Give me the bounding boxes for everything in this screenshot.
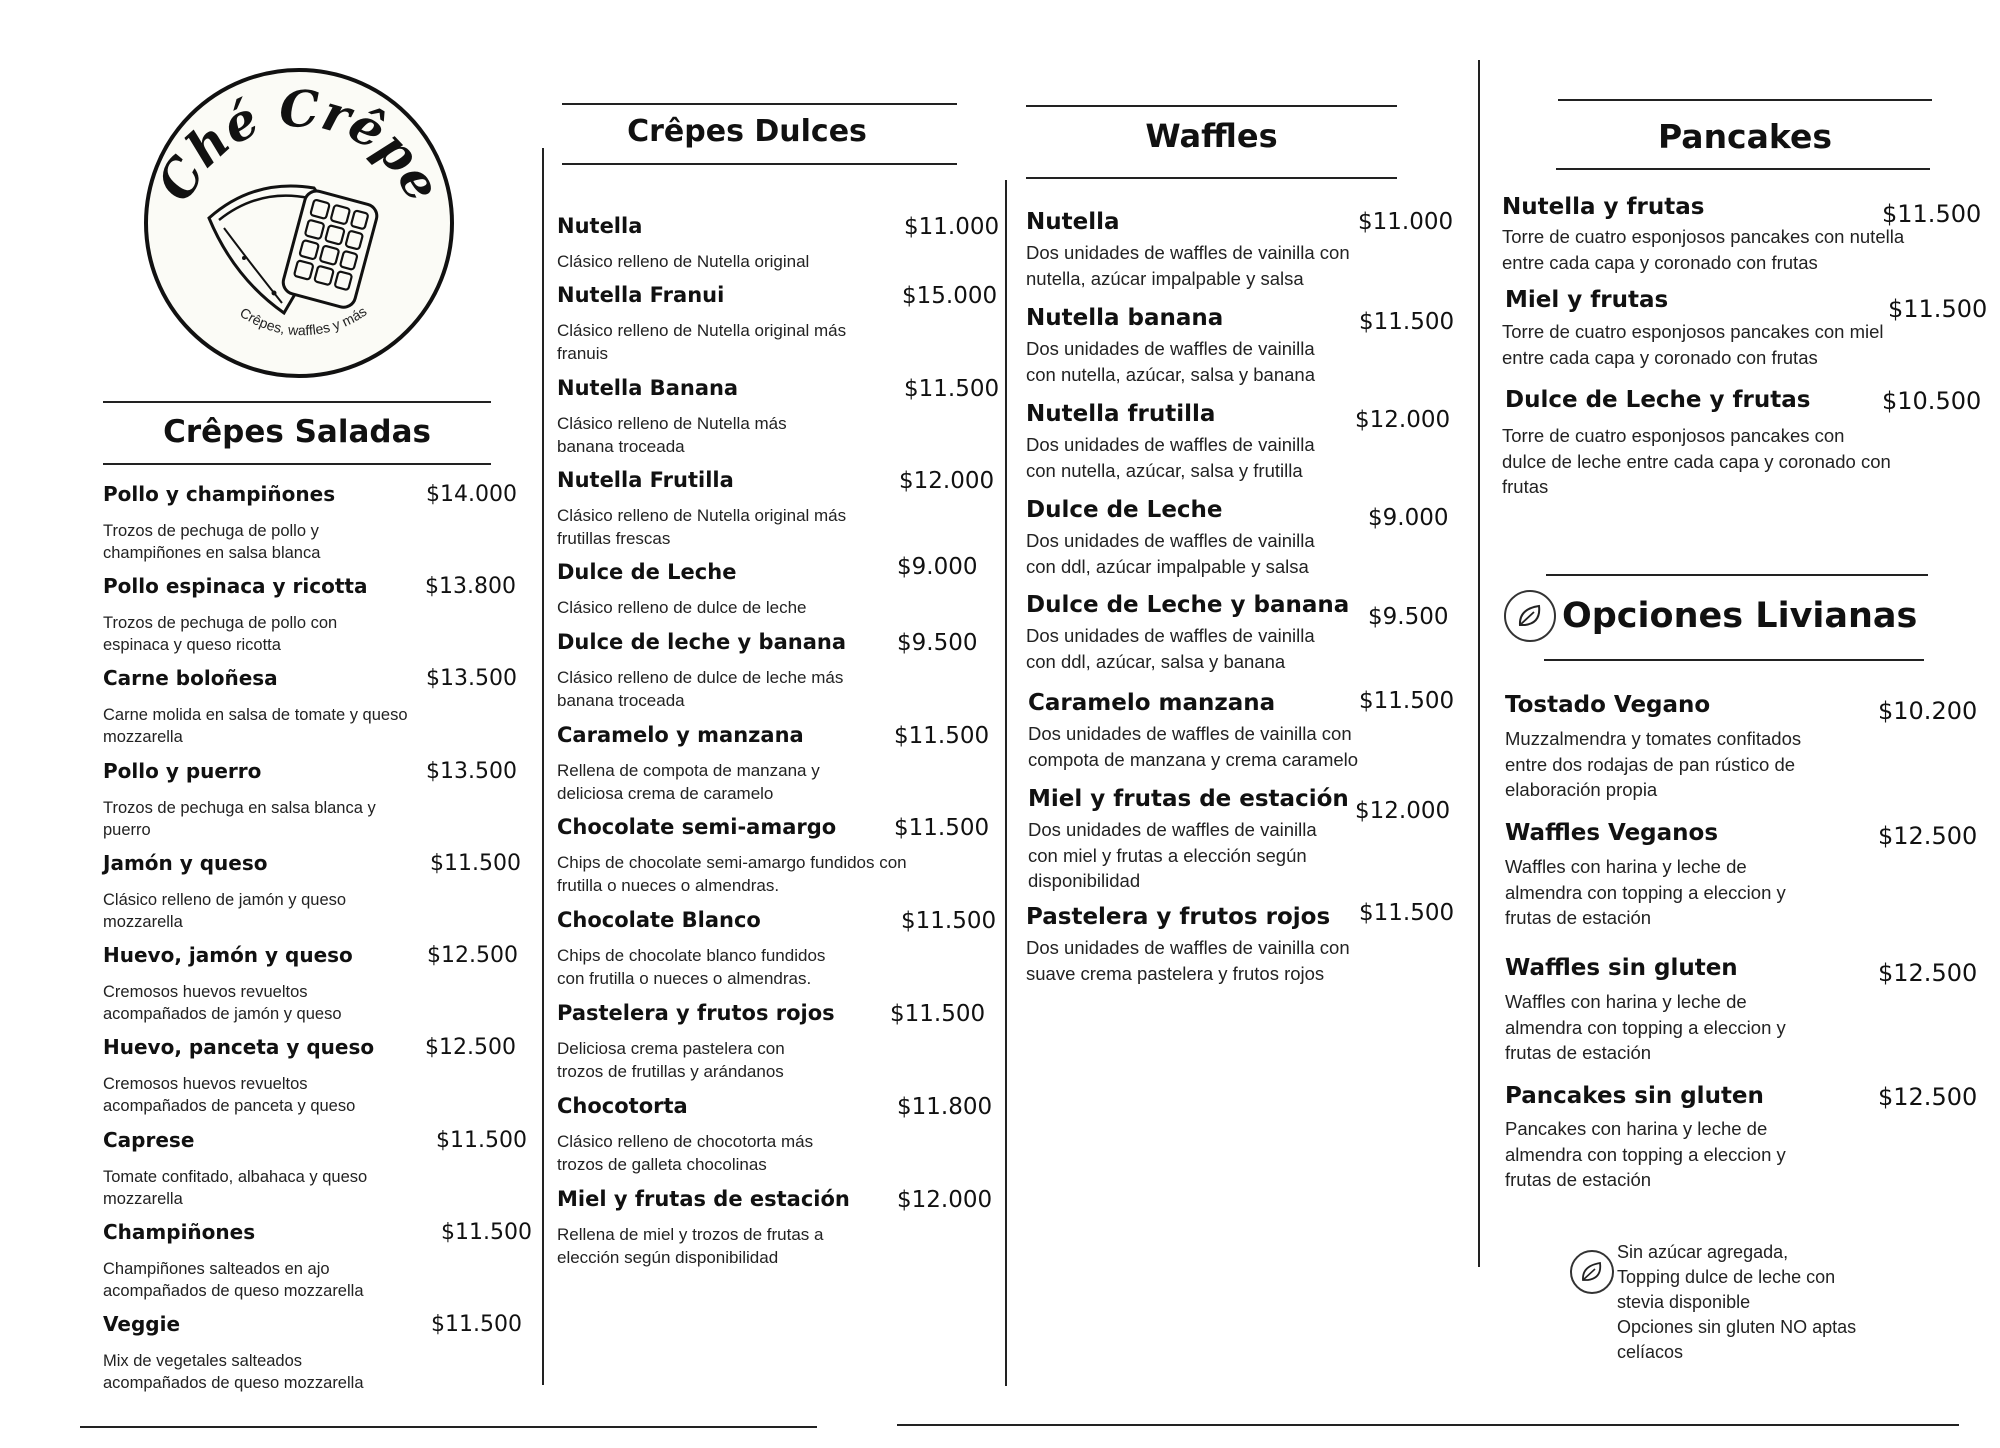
- divider: [562, 163, 957, 165]
- item-price: $10.200: [1878, 697, 1978, 725]
- item-price: $12.000: [897, 1187, 993, 1213]
- item-name: Pastelera y frutos rojos: [1026, 904, 1331, 930]
- item-price: $12.500: [1878, 1083, 1978, 1111]
- item-price: $9.000: [1368, 505, 1449, 531]
- column-divider: [1005, 180, 1007, 1386]
- leaf-icon: [1504, 590, 1556, 642]
- item-price: $11.500: [894, 723, 990, 749]
- item-description: Trozos de pechuga de pollo y champiñones en salsa blanca: [103, 522, 321, 562]
- item-price: $11.500: [894, 815, 990, 841]
- divider: [1544, 659, 1924, 661]
- note-line: Sin azúcar agregada,: [1617, 1242, 1789, 1262]
- item-price: $11.000: [904, 214, 1000, 240]
- item-name: Dulce de Leche y frutas: [1505, 387, 1811, 413]
- item-price: $11.500: [901, 908, 997, 934]
- item-price: $11.800: [897, 1094, 993, 1120]
- item-name: Tostado Vegano: [1505, 692, 1711, 718]
- item-description: Dos unidades de waffles de vainilla con nutella, azúcar impalpable y salsa: [1026, 242, 1350, 289]
- item-name: Nutella Banana: [557, 376, 739, 400]
- divider: [562, 103, 957, 105]
- brand-tagline: Crêpes, waffles y más: [237, 302, 370, 339]
- item-name: Nutella Franui: [557, 283, 725, 307]
- item-name: Chocolate Blanco: [557, 908, 761, 932]
- item-price: $11.500: [1359, 688, 1455, 714]
- item-description: Dos unidades de waffles de vainilla con ddl, azúcar, salsa y banana: [1026, 625, 1315, 672]
- item-name: Huevo, jamón y queso: [103, 943, 353, 967]
- item-price: $11.500: [904, 376, 1000, 402]
- item-description: Chips de chocolate blanco fundidos con frutilla o nueces o almendras.: [557, 946, 826, 988]
- item-name: Chocolate semi-amargo: [557, 815, 837, 839]
- item-name: Nutella banana: [1026, 305, 1224, 331]
- item-description: Mix de vegetales salteados acompañados de queso mozzarella: [103, 1352, 364, 1392]
- divider: [103, 401, 491, 403]
- divider: [1026, 105, 1397, 107]
- item-name: Jamón y queso: [103, 851, 268, 875]
- item-price: $12.000: [1355, 798, 1451, 824]
- divider: [80, 1426, 817, 1428]
- item-price: $11.500: [1888, 295, 1988, 323]
- item-name: Caramelo manzana: [1028, 690, 1276, 716]
- note-line: celíacos: [1617, 1342, 1684, 1362]
- item-description: Clásico relleno de chocotorta más trozos de galleta chocolinas: [557, 1132, 814, 1174]
- item-price: $9.000: [897, 554, 978, 580]
- item-price: $11.000: [1358, 209, 1454, 235]
- item-description: Dos unidades de waffles de vainilla con nutella, azúcar, salsa y banana: [1026, 338, 1315, 385]
- item-description: Clásico relleno de Nutella original más franuis: [557, 321, 847, 363]
- divider: [1558, 99, 1932, 101]
- logo-crepe-waffle-icon: [144, 68, 454, 378]
- item-description: Torre de cuatro esponjosos pancakes con miel entre cada capa y coronado con frutas: [1502, 321, 1884, 368]
- section-title-pancakes: Pancakes: [1658, 117, 1832, 156]
- item-name: Huevo, panceta y queso: [103, 1035, 375, 1059]
- item-price: $12.500: [425, 1035, 516, 1060]
- dietary-notes: [1617, 1240, 1917, 1365]
- item-name: Dulce de leche y banana: [557, 630, 847, 654]
- column-divider: [542, 148, 544, 1385]
- item-description: Torre de cuatro esponjosos pancakes con dulce de leche entre cada capa y coronado con frutas: [1502, 425, 1891, 497]
- item-name: Nutella: [1026, 209, 1120, 235]
- item-description: Clásico relleno de dulce de leche: [557, 598, 807, 617]
- note-line: Opciones sin gluten NO aptas: [1617, 1317, 1857, 1337]
- item-name: Pollo espinaca y ricotta: [103, 574, 368, 598]
- item-description: Clásico relleno de Nutella más banana troceada: [557, 414, 787, 456]
- item-description: Rellena de compota de manzana y deliciosa crema de caramelo: [557, 761, 820, 803]
- item-description: Pancakes con harina y leche de almendra con topping a eleccion y frutas de estación: [1505, 1118, 1786, 1190]
- item-name: Dulce de Leche: [1026, 497, 1223, 523]
- item-price: $9.500: [1368, 604, 1449, 630]
- item-price: $11.500: [890, 1001, 986, 1027]
- item-name: Nutella y frutas: [1502, 194, 1705, 220]
- item-description: Chips de chocolate semi-amargo fundidos con frutilla o nueces o almendras.: [557, 853, 907, 895]
- item-name: Miel y frutas de estación: [557, 1187, 850, 1211]
- item-price: $15.000: [902, 283, 998, 309]
- item-name: Miel y frutas: [1505, 287, 1669, 313]
- item-name: Champiñones: [103, 1220, 256, 1244]
- item-description: Clásico relleno de dulce de leche más banana troceada: [557, 668, 844, 710]
- divider: [1546, 574, 1928, 576]
- item-name: Chocotorta: [557, 1094, 688, 1118]
- item-description: Dos unidades de waffles de vainilla con ddl, azúcar impalpable y salsa: [1026, 530, 1315, 577]
- item-name: Pollo y puerro: [103, 759, 262, 783]
- item-description: Waffles con harina y leche de almendra con topping a eleccion y frutas de estación: [1505, 856, 1786, 928]
- item-name: Veggie: [103, 1312, 181, 1336]
- item-description: Champiñones salteados en ajo acompañados de queso mozzarella: [103, 1260, 364, 1300]
- item-name: Pastelera y frutos rojos: [557, 1001, 835, 1025]
- item-name: Nutella frutilla: [1026, 401, 1216, 427]
- item-description: Cremosos huevos revueltos acompañados de jamón y queso: [103, 983, 342, 1023]
- item-name: Pollo y champiñones: [103, 482, 336, 506]
- item-description: Clásico relleno de jamón y queso mozzarella: [103, 891, 347, 931]
- divider: [897, 1424, 1959, 1426]
- item-name: Caramelo y manzana: [557, 723, 804, 747]
- item-price: $12.500: [1878, 822, 1978, 850]
- section-title-waffles: Waffles: [1145, 117, 1278, 155]
- divider: [1026, 177, 1397, 179]
- brand-logo: [144, 68, 454, 378]
- item-price: $9.500: [897, 630, 978, 656]
- item-description: Trozos de pechuga en salsa blanca y puerro: [103, 799, 376, 839]
- item-price: $12.000: [899, 468, 995, 494]
- item-description: Dos unidades de waffles de vainilla con suave crema pastelera y frutos rojos: [1026, 937, 1350, 984]
- item-price: $10.500: [1882, 387, 1982, 415]
- item-description: Muzzalmendra y tomates confitados entre dos rodajas de pan rústico de elaboración propia: [1505, 728, 1802, 800]
- note-line: stevia disponible: [1617, 1292, 1751, 1312]
- item-price: $11.500: [441, 1220, 532, 1245]
- leaf-icon: [1570, 1250, 1614, 1294]
- item-description: Cremosos huevos revueltos acompañados de panceta y queso: [103, 1075, 356, 1115]
- item-description: Clásico relleno de Nutella original: [557, 252, 810, 271]
- item-name: Miel y frutas de estación: [1028, 786, 1349, 812]
- brand-name: Ché Crêpe: [145, 79, 454, 211]
- item-name: Dulce de Leche: [557, 560, 737, 584]
- item-description: Dos unidades de waffles de vainilla con compota de manzana y crema caramelo: [1028, 723, 1359, 770]
- item-price: $11.500: [1359, 900, 1455, 926]
- item-description: Tomate confitado, albahaca y queso mozzarella: [103, 1168, 368, 1208]
- item-description: Rellena de miel y trozos de frutas a elección según disponibilidad: [557, 1225, 824, 1267]
- item-description: Clásico relleno de Nutella original más frutillas frescas: [557, 506, 847, 548]
- item-name: Waffles Veganos: [1505, 820, 1719, 846]
- section-title-crepes-dulces: Crêpes Dulces: [627, 114, 867, 149]
- item-description: Torre de cuatro esponjosos pancakes con nutella entre cada capa y coronado con frutas: [1502, 226, 1905, 273]
- note-line: Topping dulce de leche con: [1617, 1267, 1836, 1287]
- item-price: $14.000: [426, 482, 517, 507]
- item-price: $12.500: [1878, 959, 1978, 987]
- column-divider: [1478, 60, 1480, 1267]
- section-title-crepes-saladas: Crêpes Saladas: [163, 414, 431, 450]
- item-price: $11.500: [436, 1128, 527, 1153]
- divider: [103, 463, 491, 465]
- item-price: $11.500: [1882, 200, 1982, 228]
- item-description: Waffles con harina y leche de almendra con topping a eleccion y frutas de estación: [1505, 991, 1786, 1063]
- item-price: $13.800: [425, 574, 516, 599]
- item-price: $12.000: [1355, 407, 1451, 433]
- item-description: Dos unidades de waffles de vainilla con nutella, azúcar, salsa y frutilla: [1026, 434, 1315, 481]
- item-description: Trozos de pechuga de pollo con espinaca y queso ricotta: [103, 614, 338, 654]
- item-name: Nutella Frutilla: [557, 468, 734, 492]
- item-name: Dulce de Leche y banana: [1026, 592, 1350, 618]
- divider: [1556, 168, 1930, 170]
- item-price: $13.500: [426, 759, 517, 784]
- item-price: $11.500: [431, 1312, 522, 1337]
- item-price: $13.500: [426, 666, 517, 691]
- item-name: Pancakes sin gluten: [1505, 1083, 1764, 1109]
- item-description: Deliciosa crema pastelera con trozos de frutillas y arándanos: [557, 1039, 785, 1081]
- item-price: $11.500: [430, 851, 521, 876]
- item-name: Waffles sin gluten: [1505, 955, 1738, 981]
- item-name: Carne boloñesa: [103, 666, 278, 690]
- item-price: $11.500: [1359, 309, 1455, 335]
- item-description: Dos unidades de waffles de vainilla con miel y frutas a elección según disponibilidad: [1028, 819, 1317, 891]
- item-description: Carne molida en salsa de tomate y queso mozzarella: [103, 706, 408, 746]
- item-name: Nutella: [557, 214, 643, 238]
- section-title-opciones-livianas: Opciones Livianas: [1562, 596, 1918, 636]
- item-price: $12.500: [427, 943, 518, 968]
- item-name: Caprese: [103, 1128, 195, 1152]
